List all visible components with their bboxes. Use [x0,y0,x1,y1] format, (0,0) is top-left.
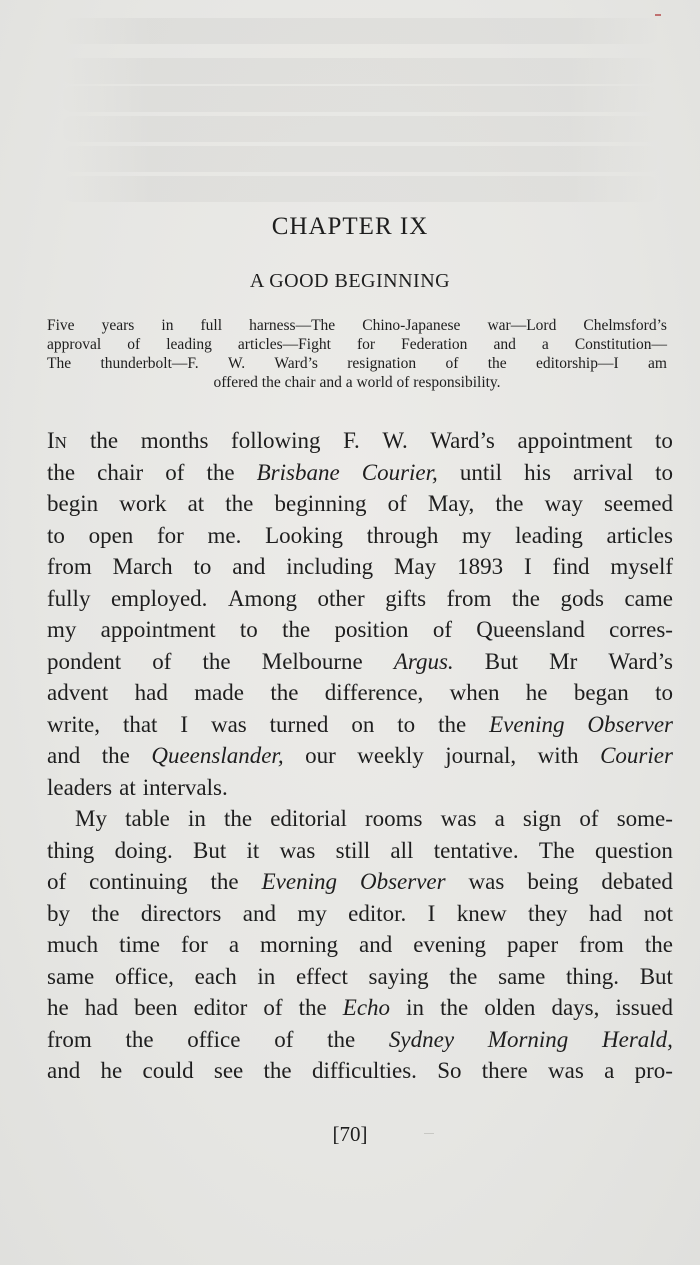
show-through-text [60,18,660,44]
synopsis-line [47,373,667,392]
word: the [101,743,130,768]
synopsis-word: of [127,336,141,353]
word: a [604,1058,615,1083]
word: the [210,869,239,894]
word: my [462,522,492,548]
word: office, [114,963,174,989]
synopsis-word: approval [47,336,102,353]
word: the [438,711,467,737]
word: W. [382,428,408,453]
word: to [193,554,212,579]
word: from [47,554,92,579]
word: me. [207,522,242,548]
word: F. [343,428,360,453]
word: journal, [445,743,517,768]
word: Observer [587,711,673,737]
word: the [495,491,524,516]
word: 1893 [457,554,504,579]
word: olden [484,995,536,1020]
word: issued [615,995,673,1020]
word: same [498,963,546,989]
synopsis-word: am [647,355,667,372]
word: of [432,617,452,642]
word: Echo [342,995,391,1020]
word: difficulties. [311,1058,417,1083]
word: when [449,680,500,705]
word: gifts [385,585,427,611]
word: with [537,743,579,768]
word: write, [47,711,101,737]
word: I [427,900,436,926]
word: I [523,554,532,579]
text-line [47,457,673,489]
word: the [440,995,469,1020]
word: debated [601,869,673,894]
word: thing. [566,963,620,989]
word: time [119,932,160,957]
word: could [142,1058,194,1083]
word: see [213,1058,244,1083]
word: on [351,711,375,737]
word: March [112,554,173,579]
text-line [47,992,673,1024]
word: the [223,806,253,831]
word: was [468,869,505,894]
text-line [47,425,673,457]
word: it [246,837,260,863]
text-line [47,551,673,583]
word: to [239,617,258,642]
word: a [494,806,505,831]
word: the [449,963,478,989]
word: of [47,869,67,894]
text-line [47,646,673,678]
word: Evening [489,711,565,737]
word: made [194,680,244,705]
synopsis-line [47,354,667,373]
word: and [232,554,266,579]
word: office [187,1026,241,1052]
word: morning [260,932,338,957]
show-through-text [60,176,660,202]
word: the [282,617,311,642]
word: appointment [100,617,216,642]
word: each [194,963,237,989]
word: weekly [357,743,424,768]
word: difference, [324,680,424,705]
word: the [225,491,254,516]
word: that [122,711,158,737]
word: was [279,837,316,863]
word: the [47,459,76,485]
show-through-text [60,116,660,142]
word: still [335,837,371,863]
word: my [47,617,77,642]
word: leaders [47,774,113,800]
word: paper [507,932,559,957]
word: May, [427,491,475,516]
word: Sydney [388,1026,455,1052]
text-line [47,772,673,804]
word: question [594,837,673,863]
word: months [140,428,209,453]
show-through-text [60,58,660,84]
synopsis-word: Constitution— [574,336,667,353]
word: began [573,680,629,705]
chapter-synopsis [47,316,667,392]
word: they [527,900,568,926]
word: I [180,711,189,737]
word: thing [47,837,95,863]
word: was [548,1058,584,1083]
word: pro- [634,1058,673,1083]
word: through [366,522,439,548]
text-line [47,961,673,993]
word: knew [456,900,507,926]
chapter-title: A GOOD BEGINNING [249,270,451,292]
text-line [47,614,673,646]
synopsis-word: war—Lord [487,317,557,334]
word: chair [97,459,144,485]
word: to [397,711,416,737]
word: at [187,491,205,516]
word: continuing [89,869,188,894]
word: open [88,522,134,548]
word: My [75,806,107,831]
word: and [47,1058,81,1083]
word: intervals. [142,774,228,800]
text-line [47,709,673,741]
show-through-text [60,86,660,112]
word: had [588,900,623,926]
word: some- [616,806,673,831]
synopsis-word: years [101,317,135,334]
text-line [47,898,673,930]
synopsis-word: W. [227,355,246,372]
page-number: [70] [332,1122,368,1146]
word: of [165,459,185,485]
word: Ward’s [430,428,495,453]
word: he [525,680,548,705]
word: from [579,932,624,957]
word: But [484,648,519,674]
word: tentative. [433,837,519,863]
word: days, [551,995,600,1020]
synopsis-word: in [161,317,174,334]
word: appointment [517,428,633,453]
word: the [298,995,327,1020]
word: our [305,743,336,768]
word: Ward’s [608,648,673,674]
word: Mr [549,648,578,674]
word: to [655,680,673,705]
word: table [125,806,170,831]
word: not [643,900,673,926]
word: sign [522,806,562,831]
text-line [47,803,673,835]
word: been [134,995,178,1020]
word: seemed [603,491,673,516]
word: he [47,995,69,1020]
word: Melbourne [261,648,363,674]
synopsis-word: and [493,336,516,353]
word: the [125,1026,154,1052]
word: fully [47,585,91,611]
synopsis-word: The [47,355,72,372]
text-line [47,740,673,772]
word: had [84,995,119,1020]
text-line [47,488,673,520]
word: begin [47,491,99,516]
word: directors [140,900,222,926]
synopsis-word: resignation [347,355,417,372]
word: of [387,491,407,516]
word: employed. [110,585,208,611]
synopsis-word: thunderbolt—F. [100,355,199,372]
word: was [440,806,477,831]
word: there [481,1058,528,1083]
word: the [90,428,119,453]
word: Queenslander, [151,743,284,768]
synopsis-word: Chino-Japanese [362,317,461,334]
word: and [359,932,393,957]
word: his [524,459,551,485]
word: to [655,459,673,485]
word: by [47,900,70,926]
word: for [157,522,184,548]
synopsis-word: Ward’s [274,355,318,372]
word: the [263,1058,292,1083]
text-line [47,835,673,867]
synopsis-word: full [200,317,223,334]
word: of [263,995,283,1020]
synopsis-word: of [445,355,459,372]
drop-cap-word: IN [47,428,68,453]
word: and [242,900,276,926]
word: all [390,837,414,863]
text-line [47,677,673,709]
word: position [334,617,409,642]
word: including [286,554,374,579]
word: Among [227,585,297,611]
synopsis-word: for [356,336,376,353]
word: way [544,491,583,516]
word: arrival [572,459,633,485]
text-line [47,866,673,898]
word: other [317,585,365,611]
synopsis-word: Federation [401,336,468,353]
synopsis-text: offered the chair and a world of responsibility. [213,374,501,391]
word: gods [560,585,604,611]
word: Looking [265,522,344,548]
scan-mark [655,14,661,16]
word: Argus. [393,648,454,674]
synopsis-word: editorship—I [535,355,619,372]
word: rooms [365,806,423,831]
word: Brisbane [256,459,340,485]
word: Queensland [476,617,585,642]
word: Morning [487,1026,569,1052]
synopsis-word: a [541,336,549,353]
word: pondent [47,648,122,674]
word: effect [295,963,348,989]
word: in [406,995,424,1020]
word: editorial [270,806,347,831]
word: Courier, [361,459,438,485]
word: Courier [600,743,673,768]
text-line [47,1024,673,1056]
word: The [538,837,575,863]
word: the [327,1026,356,1052]
word: same [47,963,95,989]
text-line [47,583,673,615]
word: editor [193,995,248,1020]
word: to [47,522,65,548]
word: the [202,648,231,674]
synopsis-line [47,335,667,354]
word: turned [269,711,329,737]
word: find [552,554,590,579]
word: doing. [114,837,173,863]
word: in [257,963,276,989]
word: the [644,932,673,957]
word: from [446,585,492,611]
word: advent [47,680,109,705]
word: was [210,711,247,737]
word: Herald, [602,1026,673,1052]
word: May [394,554,437,579]
word: of [274,1026,294,1052]
word: corres- [609,617,673,642]
word: of [579,806,599,831]
word: came [624,585,673,611]
text-line [47,929,673,961]
body-text [47,425,673,1087]
scan-mark [424,1133,434,1134]
word: for [181,932,208,957]
word: until [459,459,503,485]
word: and [47,743,81,768]
word: Evening [261,869,337,894]
word: articles [606,522,673,548]
chapter-number: CHAPTER IX [271,213,429,240]
synopsis-word: articles—Fight [237,336,331,353]
word: a [228,932,240,957]
synopsis-word: harness—The [249,317,336,334]
word: the [511,585,540,611]
word: being [527,869,579,894]
synopsis-line [47,316,667,335]
text-line [47,520,673,552]
word: at [119,774,136,800]
word: following [231,428,321,453]
word: of [152,648,172,674]
word: the [270,680,299,705]
synopsis-word: Five [47,317,75,334]
word: So [437,1058,462,1083]
word: had [134,680,168,705]
word: But [639,963,673,989]
text-line [47,1055,673,1087]
synopsis-word: the [487,355,507,372]
word: editor. [348,900,407,926]
synopsis-word: Chelmsford’s [583,317,667,334]
word: the [206,459,235,485]
word: he [100,1058,123,1083]
word: much [47,932,99,957]
word: But [192,837,227,863]
word: leading [515,522,583,548]
word: saying [368,963,429,989]
word: beginning [274,491,367,516]
word: the [91,900,120,926]
word: my [297,900,327,926]
word: from [47,1026,92,1052]
word: to [655,428,673,453]
word: Observer [359,869,446,894]
show-through-text [60,146,660,172]
word: in [187,806,206,831]
synopsis-word: leading [166,336,212,353]
word: myself [610,554,673,579]
word: work [119,491,167,516]
word: evening [413,932,487,957]
